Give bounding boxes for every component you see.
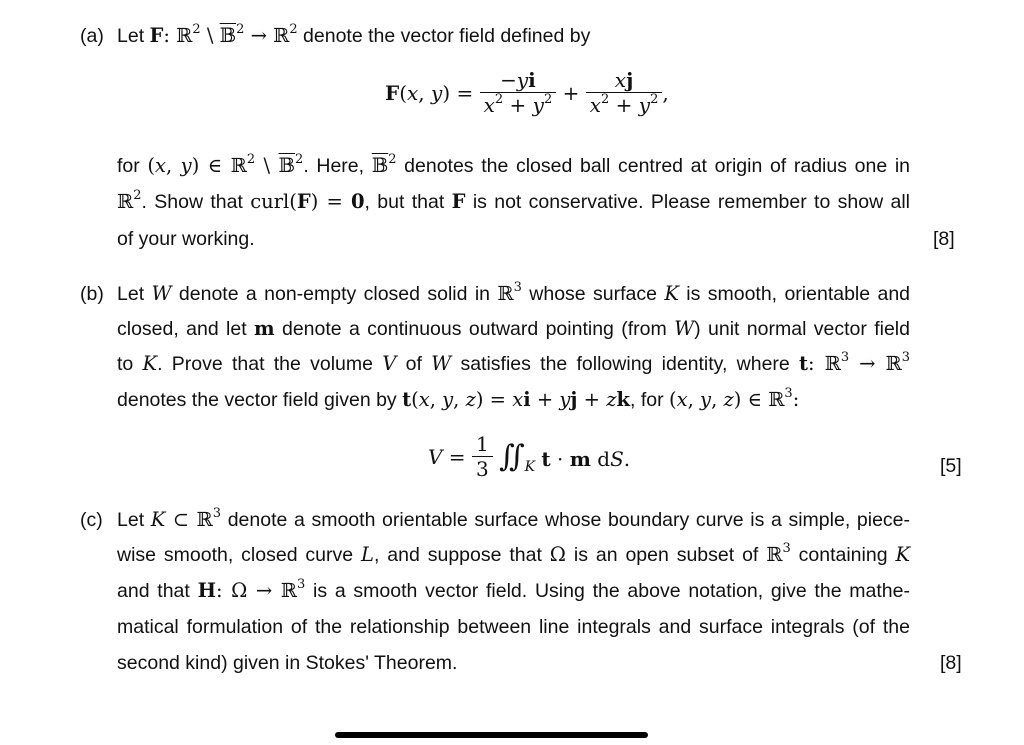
part-c-marks: [8] [940, 652, 962, 674]
part-b-line-2: closed, and let m denote a continuous outward pointing (from W) unit normal vector field [117, 317, 910, 340]
part-c-line-4: matical formulation of the relationship between line integrals and surface integrals (of the [117, 616, 910, 638]
volume-identity-equation: V = $\frac{1}{3}$ $∬_K$ t · m dS. [428, 432, 631, 481]
part-a-line-1: Let F: ℝ$^2$ \ 𝔹$^2$ → ℝ$^2$ denote the vector field defined by [117, 22, 591, 47]
part-c-line-1: Let K ⊂ ℝ$^3$ denote a smooth orientable surface whose boundary curve is a simple, piece- [117, 506, 910, 531]
part-a-line-3: ℝ$^2$. Show that curl(F) = 0, but that F is not conservative. Please remember to show all [117, 188, 911, 213]
part-b-line-3: to K. Prove that the volume V of W satisfies the following identity, where t: ℝ$^3$ → ℝ$^3$ [117, 350, 911, 375]
part-b-line-1: Let W denote a non-empty closed solid in ℝ$^3$ whose surface K is smooth, orientable and [117, 280, 911, 305]
part-b-label: (b) [80, 283, 104, 305]
part-b-marks: [5] [940, 455, 962, 477]
part-a-marks: [8] [933, 228, 955, 250]
vector-field-equation: F(x, y) = $\frac{-yi}{x^2 + y^2}$ + $\frac{xj}{x^2 + y^2}$ , [385, 68, 669, 117]
home-indicator-bar[interactable] [335, 732, 648, 738]
part-c-line-3: and that H: Ω → ℝ$^3$ is a smooth vector field. Using the above notation, give the mathe- [117, 577, 910, 602]
part-c-label: (c) [80, 509, 103, 531]
part-c-line-5: second kind) given in Stokes' Theorem. [117, 652, 458, 674]
part-a-line-4: of your working. [117, 228, 255, 250]
part-c-line-2: wise smooth, closed curve L, and suppose that Ω is an open subset of ℝ$^3$ containing K [117, 541, 911, 566]
part-b-line-4: denotes the vector field given by t(x, y, z) = xi + yj + zk, for (x, y, z) ∈ ℝ$^3$: [117, 386, 800, 411]
part-a-label: (a) [80, 25, 104, 47]
part-a-line-2: for (x, y) ∈ ℝ$^2$ \ 𝔹$^2$. Here, 𝔹$^2$ denotes the closed ball centred at origin of radius one in [117, 152, 910, 177]
